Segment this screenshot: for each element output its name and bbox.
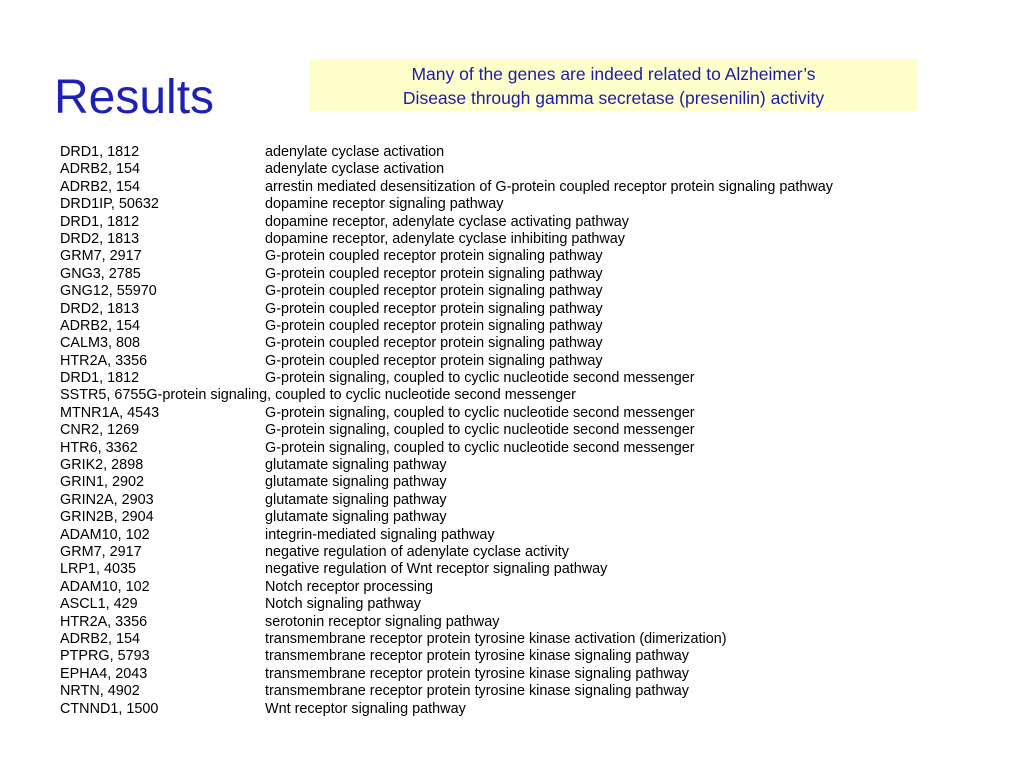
callout-line-1: Many of the genes are indeed related to Alzheimer’s	[411, 64, 816, 84]
gene-row	[60, 492, 576, 509]
gene-row	[60, 283, 603, 300]
gene-id: GRIN1, 2902	[60, 474, 144, 491]
gene-row	[60, 630, 727, 648]
pathway-term: G-protein signaling, coupled to cyclic nucleotide second messenger	[265, 422, 695, 439]
pathway-term: G-protein coupled receptor protein signaling pathway	[265, 248, 603, 265]
gene-row	[60, 300, 603, 318]
gene-id: ADRB2, 154	[60, 630, 140, 647]
callout-line-2: Disease through gamma secretase (presenilin) activity	[402, 88, 825, 108]
gene-row	[60, 665, 689, 683]
pathway-term: adenylate cyclase activation	[265, 161, 445, 178]
pathway-term: Wnt receptor signaling pathway	[265, 700, 466, 717]
gene-id: DRD2, 1813	[60, 230, 140, 247]
pathway-term: transmembrane receptor protein tyrosine kinase activation (dimerization)	[265, 630, 727, 647]
gene-id: CNR2, 1269	[60, 422, 140, 439]
gene-row	[60, 527, 576, 544]
pathway-term: glutamate signaling pathway	[265, 509, 447, 526]
gene-id: ADAM10, 102	[60, 578, 150, 595]
gene-row	[60, 439, 695, 457]
gene-id: NRTN, 4902	[60, 683, 140, 700]
gene-id: MTNR1A, 4543	[60, 404, 160, 421]
gene-id: DRD1IP, 50632	[60, 196, 159, 213]
gene-row	[60, 474, 576, 491]
pathway-term: G-protein signaling, coupled to cyclic nucleotide second messenger	[265, 404, 695, 421]
slide-title: Results	[54, 71, 215, 124]
pathway-term: adenylate cyclase activation	[265, 144, 445, 160]
pathway-term: dopamine receptor, adenylate cyclase inhibiting pathway	[265, 230, 625, 247]
gene-id: ADRB2, 154	[60, 317, 140, 334]
gene-row	[60, 457, 576, 474]
gene-id: DRD1, 1812	[60, 370, 140, 387]
gene-row	[60, 317, 603, 335]
gene-id: CALM3, 808	[60, 335, 140, 352]
gene-id: GRIK2, 2898	[60, 457, 144, 474]
gene-row	[60, 683, 689, 700]
gene-id: GNG3, 2785	[60, 265, 141, 282]
pathway-term: glutamate signaling pathway	[265, 491, 447, 508]
gene-id: HTR2A, 3356	[60, 352, 148, 369]
pathway-term: negative regulation of Wnt receptor signaling pathway	[265, 561, 608, 578]
gene-row	[60, 614, 576, 631]
gene-id: GRIN2B, 2904	[60, 509, 154, 526]
pathway-term: Notch signaling pathway	[265, 596, 421, 613]
gene-id: HTR2A, 3356	[60, 613, 148, 630]
gene-id: CTNND1, 1500	[60, 700, 159, 717]
gene-row	[60, 213, 629, 231]
pathway-term: glutamate signaling pathway	[265, 457, 447, 474]
gene-row	[60, 404, 695, 422]
pathway-term: serotonin receptor signaling pathway	[265, 613, 500, 630]
gene-row	[60, 701, 576, 718]
pathway-term: G-protein coupled receptor protein signaling pathway	[265, 317, 603, 334]
gene-pathway-list	[60, 144, 833, 718]
gene-row	[60, 387, 576, 404]
gene-id: DRD1, 1812	[60, 213, 140, 230]
gene-row	[60, 422, 695, 439]
pathway-term: transmembrane receptor protein tyrosine kinase signaling pathway	[265, 648, 689, 665]
pathway-term: dopamine receptor, adenylate cyclase activating pathway	[265, 213, 629, 230]
pathway-term: glutamate signaling pathway	[265, 474, 447, 491]
gene-id: HTR6, 3362	[60, 439, 138, 456]
pathway-term: G-protein signaling, coupled to cyclic nucleotide second messenger	[265, 370, 695, 387]
pathway-term: G-protein coupled receptor protein signaling pathway	[265, 335, 603, 352]
pathway-term: transmembrane receptor protein tyrosine kinase signaling pathway	[265, 665, 689, 682]
pathway-term: G-protein coupled receptor protein signaling pathway	[265, 352, 603, 369]
pathway-term: negative regulation of adenylate cyclase activity	[265, 543, 569, 560]
pathway-term: dopamine receptor signaling pathway	[265, 196, 504, 213]
gene-id: LRP1, 4035	[60, 561, 137, 578]
gene-row	[60, 352, 603, 370]
gene-row	[60, 561, 608, 578]
gene-row	[60, 144, 576, 161]
gene-id: GNG12, 55970	[60, 283, 157, 300]
gene-id: ADRB2, 154	[60, 161, 140, 178]
gene-id: GRM7, 2917	[60, 543, 142, 560]
pathway-term: transmembrane receptor protein tyrosine kinase signaling pathway	[265, 683, 689, 700]
pathway-term: arrestin mediated desensitization of G-protein coupled receptor protein signaling pathway	[265, 178, 833, 195]
gene-row	[60, 596, 576, 613]
pathway-term: G-protein coupled receptor protein signaling pathway	[265, 283, 603, 300]
gene-row	[60, 265, 603, 283]
gene-id: DRD1, 1812	[60, 144, 140, 160]
gene-id: DRD2, 1813	[60, 300, 140, 317]
gene-id: GRIN2A, 2903	[60, 491, 154, 508]
pathway-term: Notch receptor processing	[265, 578, 433, 595]
gene-id: ASCL1, 429	[60, 596, 138, 613]
gene-row	[60, 370, 695, 387]
gene-row	[60, 178, 833, 196]
pathway-term: integrin-mediated signaling pathway	[265, 526, 495, 543]
pathway-term: G-protein coupled receptor protein signaling pathway	[265, 300, 603, 317]
gene-row	[60, 196, 576, 213]
gene-id: ADRB2, 154	[60, 178, 140, 195]
gene-id: EPHA4, 2043	[60, 665, 148, 682]
gene-id: ADAM10, 102	[60, 526, 150, 543]
pathway-term: G-protein coupled receptor protein signaling pathway	[265, 265, 603, 282]
pathway-term: G-protein signaling, coupled to cyclic nucleotide second messenger	[265, 439, 695, 456]
gene-row	[60, 509, 576, 526]
gene-row	[60, 335, 603, 352]
gene-row-text: SSTR5, 6755G-protein signaling, coupled to cyclic nucleotide second messenger	[60, 387, 576, 404]
gene-row	[60, 230, 625, 248]
gene-row	[60, 544, 576, 561]
gene-row	[60, 579, 576, 596]
gene-row	[60, 161, 576, 178]
gene-id: PTPRG, 5793	[60, 648, 150, 665]
gene-row	[60, 648, 689, 665]
gene-row	[60, 248, 603, 265]
callout-box	[309, 59, 918, 111]
gene-id: GRM7, 2917	[60, 248, 142, 265]
